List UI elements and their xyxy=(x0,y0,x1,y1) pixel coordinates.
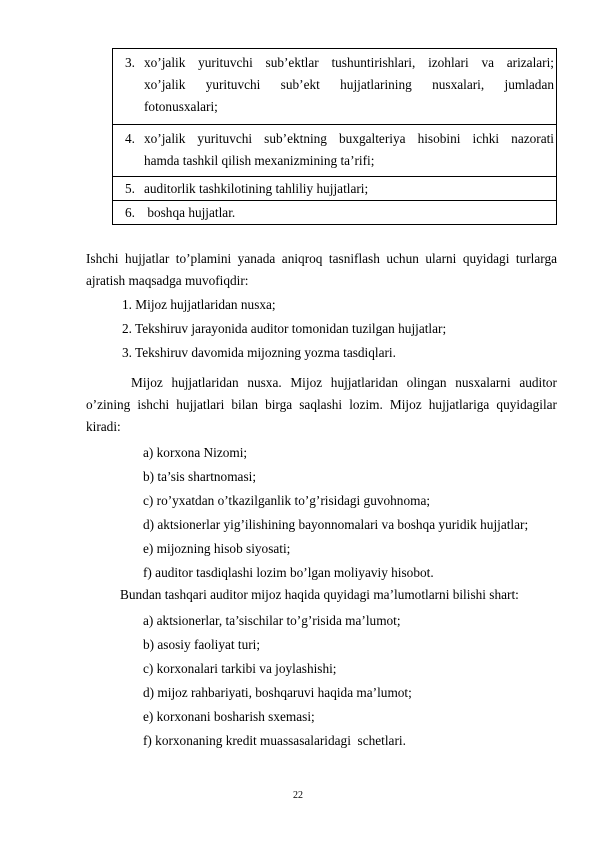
paragraph-line: Mijoz hujjatlaridan nusxa. Mijoz hujjatlaridan olingan nusxalarni auditor xyxy=(131,375,557,390)
table-row xyxy=(113,49,557,125)
page-number: 22 xyxy=(293,790,303,801)
paragraph-classification xyxy=(86,248,557,292)
table-row xyxy=(113,177,557,201)
list-item: a) korxona Nizomi; xyxy=(143,445,248,460)
row-number: 4. xyxy=(125,131,135,146)
row-text-line: fotonusxalari; xyxy=(144,99,218,114)
list-item: d) aktsionerlar yig’ilishining bayonnomalari va boshqa yuridik hujjatlar; xyxy=(143,517,529,532)
paragraph-line: ajratish maqsadga muvofiqdir: xyxy=(86,273,249,288)
list-item: c) korxonalari tarkibi va joylashishi; xyxy=(143,661,337,676)
list-item: f) auditor tasdiqlashi lozim bo’lgan moliyaviy hisobot. xyxy=(143,565,434,580)
list-item: 1. Mijoz hujjatlaridan nusxa; xyxy=(122,297,276,312)
list-item: c) ro’yxatdan o’tkazilganlik to’g’risidagi guvohnoma; xyxy=(143,493,431,508)
list-item: a) aktsionerlar, ta’sischilar to’g’risida ma’lumot; xyxy=(143,613,401,628)
row-number: 6. xyxy=(125,205,135,220)
paragraph-line: o’zining ishchi hujjatlari bilan birga saqlashi lozim. Mijoz hujjatlariga quyidagilar xyxy=(86,397,557,412)
row-text-line: auditorlik tashkilotining tahliliy hujjatlari; xyxy=(144,181,369,196)
row-text-line: xo’jalik yurituvchi sub’ekt hujjatlarining nusxalari, jumladan xyxy=(144,77,554,92)
list-item: f) korxonaning kredit muassasalaridagi schetlari. xyxy=(143,733,406,748)
row-text-line: xo’jalik yurituvchi sub’ektning buxgalteriya hisobini ichki nazorati xyxy=(144,131,554,146)
table-row xyxy=(113,125,557,177)
paragraph-line: Ishchi hujjatlar to’plamini yanada aniqroq tasniflash uchun ularni quyidagi turlarga xyxy=(86,251,557,266)
list-item: e) mijozning hisob siyosati; xyxy=(143,541,291,556)
paragraph-client-info: Bundan tashqari auditor mijoz haqida quyidagi ma’lumotlarni bilishi shart: xyxy=(120,587,519,602)
list-item: d) mijoz rahbariyati, boshqaruvi haqida ma’lumot; xyxy=(143,685,412,700)
row-number: 5. xyxy=(125,181,135,196)
row-text-line: boshqa hujjatlar. xyxy=(144,205,236,220)
list-item: e) korxonani bosharish sxemasi; xyxy=(143,709,315,724)
list-item: b) ta’sis shartnomasi; xyxy=(143,469,257,484)
paragraph-client-documents xyxy=(86,372,557,438)
row-number: 3. xyxy=(125,55,135,70)
documents-table xyxy=(112,48,557,225)
row-text-line: xo’jalik yurituvchi sub’ektlar tushuntirishlari, izohlari va arizalari; xyxy=(144,55,554,70)
row-text-line: hamda tashkil qilish mexanizmining ta’rifi; xyxy=(144,153,375,168)
list-item: 2. Tekshiruv jarayonida auditor tomonidan tuzilgan hujjatlar; xyxy=(122,321,447,336)
paragraph-line: kiradi: xyxy=(86,419,121,434)
list-item: 3. Tekshiruv davomida mijozning yozma tasdiqlari. xyxy=(122,345,396,360)
table-row xyxy=(113,201,557,225)
list-item: b) asosiy faoliyat turi; xyxy=(143,637,261,652)
